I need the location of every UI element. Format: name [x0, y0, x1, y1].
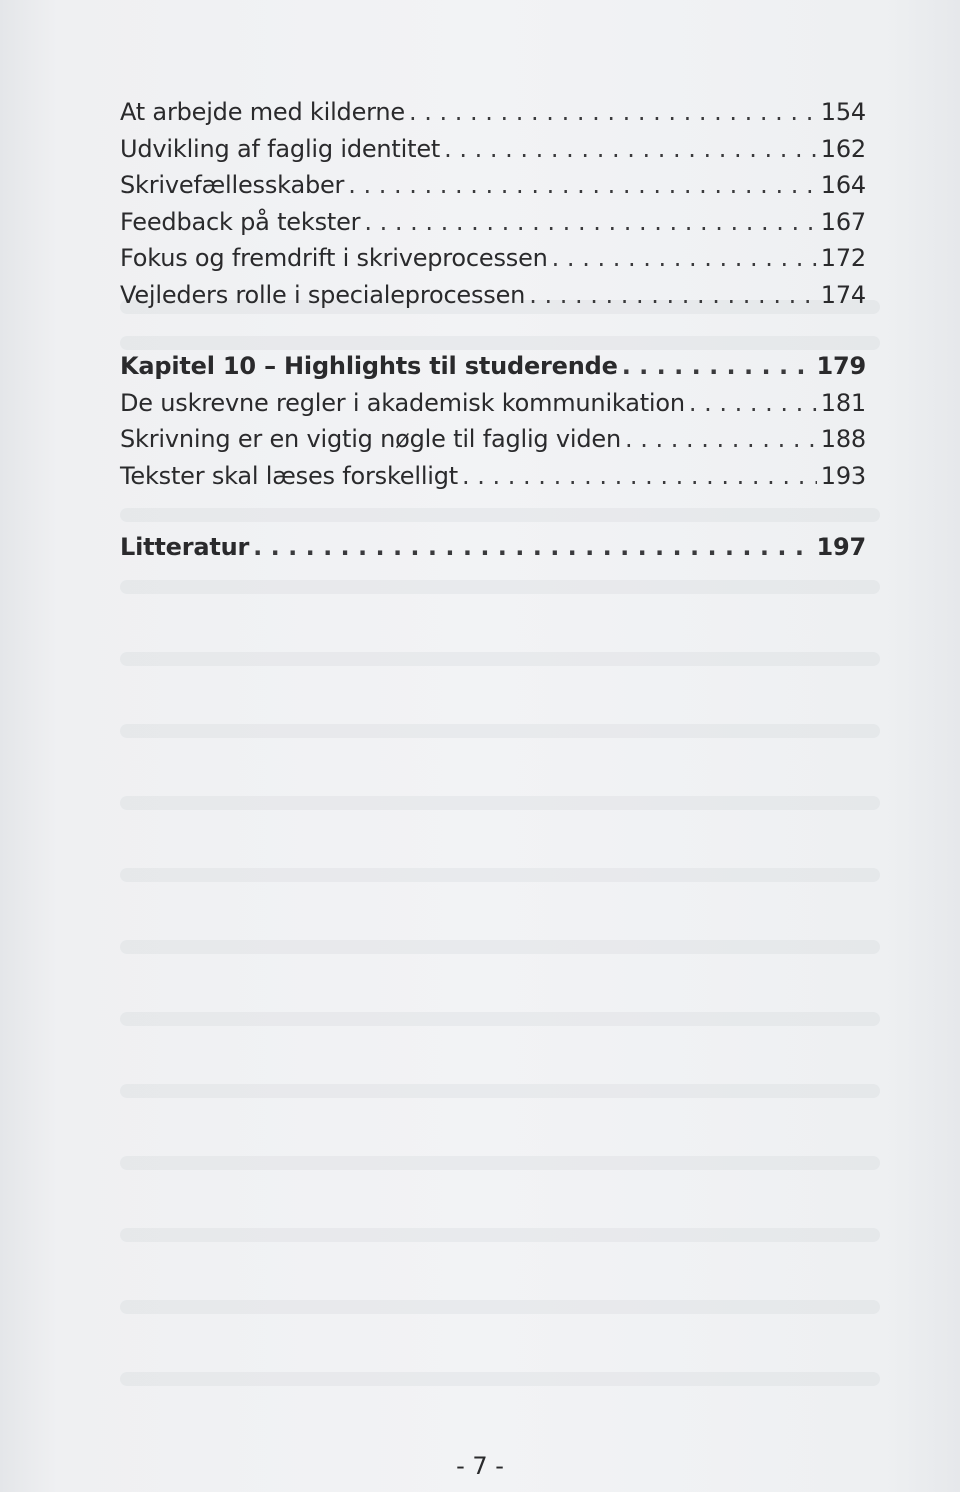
- bleed-through-line: [120, 940, 880, 954]
- toc-chapter-heading: [120, 352, 866, 389]
- dot-leader: [409, 98, 817, 126]
- dot-leader: [253, 533, 812, 561]
- bleed-through-line: [120, 652, 880, 666]
- bleed-through-line: [120, 1228, 880, 1242]
- toc-entry-page: 154: [820, 98, 866, 126]
- page-number: - 7 -: [456, 1452, 504, 1480]
- toc-entry-title: Udvikling af faglig identitet: [120, 134, 441, 163]
- toc-entry: [120, 462, 866, 499]
- bleed-through-line: [120, 796, 880, 810]
- dot-leader: [348, 171, 817, 199]
- toc-entry: [120, 208, 866, 245]
- bleed-through-line: [120, 1012, 880, 1026]
- dot-leader: [625, 425, 817, 453]
- bleed-through-line: [120, 868, 880, 882]
- toc-entry-page: 172: [820, 244, 866, 272]
- toc-references-heading: [120, 533, 866, 570]
- toc-entry-title: Tekster skal læses forskelligt: [120, 461, 459, 490]
- toc-entry: [120, 171, 866, 208]
- section-spacer: [120, 498, 866, 533]
- chapter-title: Kapitel 10 – Highlights til studerende: [120, 352, 618, 380]
- toc-entry: [120, 281, 866, 318]
- toc-entry-title: Skrivefællesskaber: [120, 171, 345, 199]
- dot-leader: [622, 352, 813, 380]
- toc-entry-page: 164: [820, 171, 866, 199]
- toc-entry-page: 188: [820, 425, 866, 453]
- toc-entry-page: 162: [820, 134, 866, 163]
- dot-leader: [689, 389, 817, 417]
- toc-entry: [120, 135, 866, 172]
- dot-leader: [444, 135, 817, 163]
- toc-entry-title: At arbejde med kilderne: [120, 98, 405, 126]
- toc-entry-title: Vejleders rolle i specialeprocessen: [120, 280, 526, 309]
- dot-leader: [529, 281, 817, 309]
- dot-leader: [552, 244, 817, 272]
- toc-entry: [120, 389, 866, 426]
- dot-leader: [364, 208, 816, 236]
- bleed-through-line: [120, 1084, 880, 1098]
- bleed-through-line: [120, 1300, 880, 1314]
- toc-entry-page: 174: [820, 280, 866, 309]
- toc-entry-title: Fokus og fremdrift i skriveprocessen: [120, 244, 548, 272]
- toc-entry: [120, 244, 866, 281]
- toc-entry-page: 193: [820, 461, 866, 490]
- dot-leader: [462, 462, 817, 490]
- toc-entry: [120, 98, 866, 135]
- bleed-through-line: [120, 724, 880, 738]
- chapter-page: 179: [816, 352, 866, 380]
- bleed-through-line: [120, 580, 880, 594]
- toc-entry-title: Feedback på tekster: [120, 207, 361, 236]
- section-spacer: [120, 317, 866, 352]
- references-page: 197: [816, 533, 866, 561]
- toc-entry-page: 167: [820, 207, 866, 236]
- references-title: Litteratur: [120, 533, 250, 561]
- table-of-contents: [120, 98, 866, 570]
- bleed-through-line: [120, 1156, 880, 1170]
- toc-entry-title: De uskrevne regler i akademisk kommunikation: [120, 388, 685, 417]
- toc-entry-title: Skrivning er en vigtig nøgle til faglig viden: [120, 425, 621, 453]
- bleed-through-line: [120, 1372, 880, 1386]
- toc-entry: [120, 425, 866, 462]
- toc-entry-page: 181: [820, 388, 866, 417]
